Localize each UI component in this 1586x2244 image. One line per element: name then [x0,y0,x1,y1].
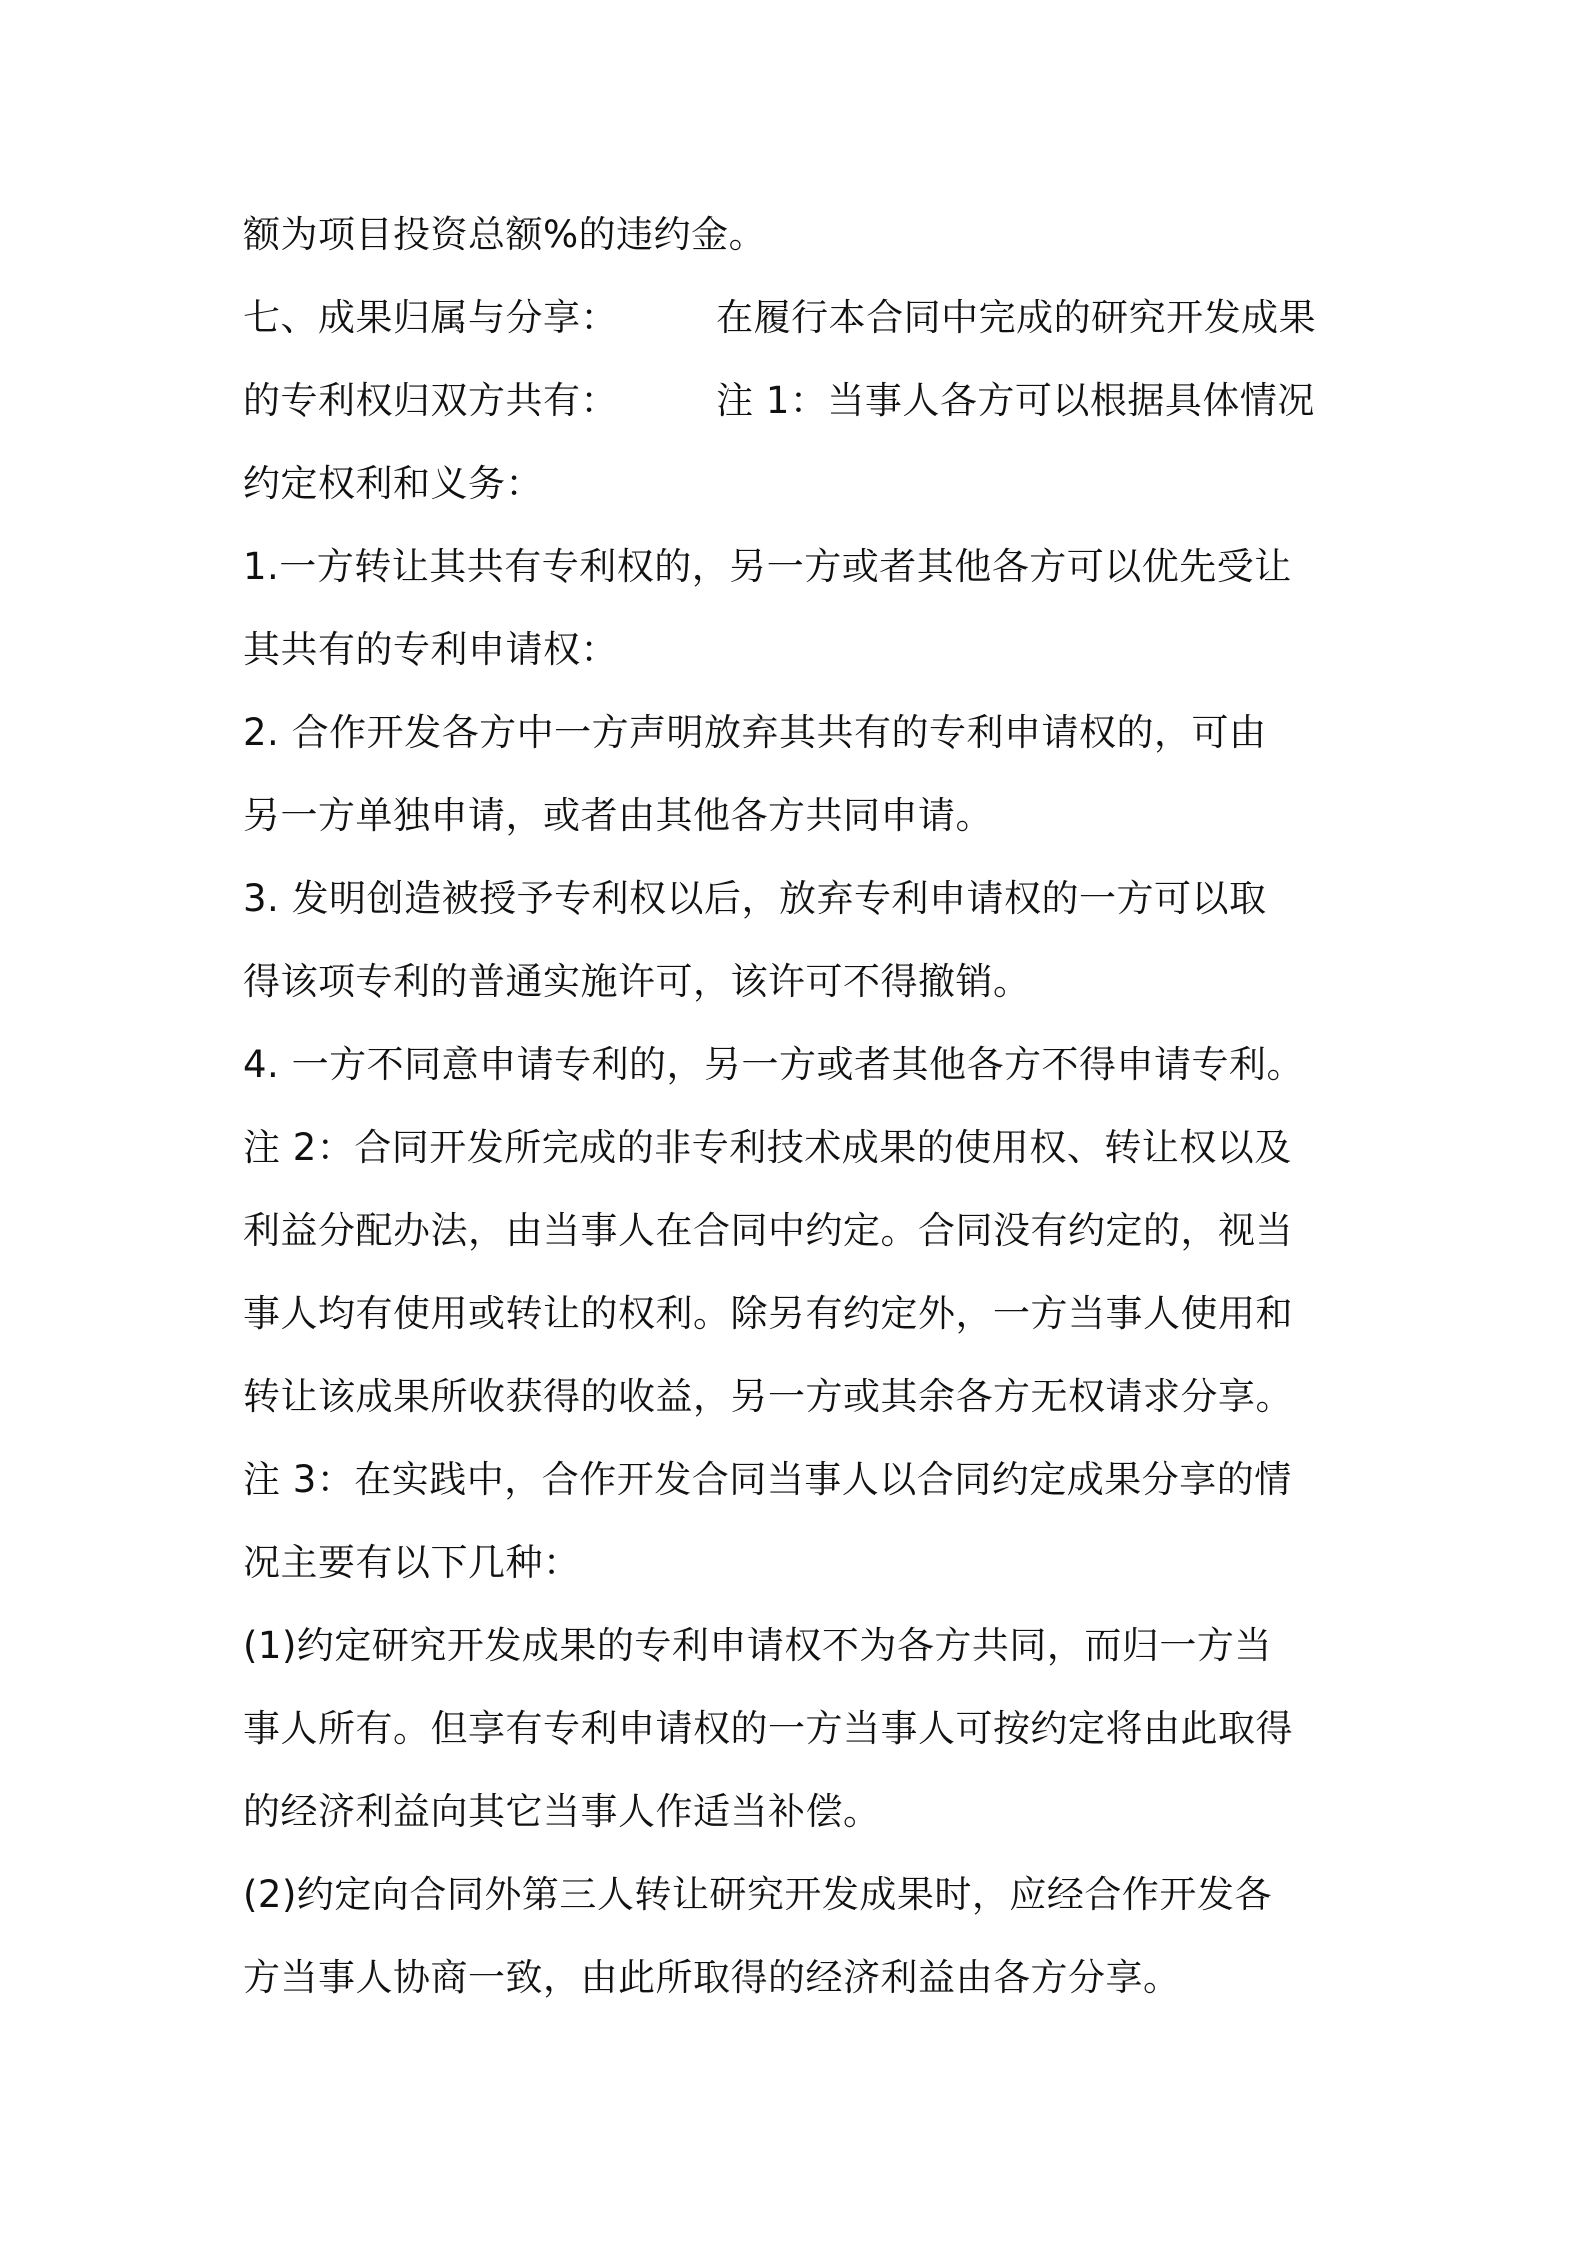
list-item-line: 2. 合作开发各方中一方声明放弃其共有的专利申请权的，可由 [243,711,1267,754]
document-body [243,193,1363,2019]
text-line: 利益分配办法，由当事人在合同中约定。合同没有约定的，视当 [243,1209,1293,1252]
text-line: 约定权利和义务： [243,462,543,505]
note-line: 注 2：合同开发所完成的非专利技术成果的使用权、转让权以及 [243,1126,1292,1169]
text-line: 转让该成果所收获得的收益，另一方或其余各方无权请求分享。 [243,1375,1293,1418]
list-item-line: 4. 一方不同意申请专利的，另一方或者其他各方不得申请专利。 [243,1043,1305,1086]
list-item-line: 1.一方转让其共有专利权的，另一方或者其他各方可以优先受让 [243,545,1292,588]
text-line: 事人均有使用或转让的权利。除另有约定外，一方当事人使用和 [243,1292,1293,1335]
note-line: 注 3：在实践中，合作开发合同当事人以合同约定成果分享的情 [243,1458,1292,1501]
list-item-line: (1)约定研究开发成果的专利申请权不为各方共同，而归一方当 [243,1624,1272,1667]
text-line: 其共有的专利申请权： [243,628,618,671]
list-item-line: (2)约定向合同外第三人转让研究开发成果时，应经合作开发各 [243,1873,1272,1916]
text-line: 的经济利益向其它当事人作适当补偿。 [243,1790,881,1833]
text-line: 另一方单独申请，或者由其他各方共同申请。 [243,794,993,837]
text-line: 况主要有以下几种： [243,1541,581,1584]
text-line: 额为项目投资总额%的违约金。 [243,213,767,256]
text-line: 得该项专利的普通实施许可，该许可不得撤销。 [243,960,1031,1003]
text-line: 的专利权归双方共有： 注 1：当事人各方可以根据具体情况 [243,379,1315,422]
list-item-line: 3. 发明创造被授予专利权以后，放弃专利申请权的一方可以取 [243,877,1267,920]
section-heading-line: 七、成果归属与分享： 在履行本合同中完成的研究开发成果 [243,296,1317,339]
text-line: 方当事人协商一致，由此所取得的经济利益由各方分享。 [243,1956,1181,1999]
text-line: 事人所有。但享有专利申请权的一方当事人可按约定将由此取得 [243,1707,1293,1750]
